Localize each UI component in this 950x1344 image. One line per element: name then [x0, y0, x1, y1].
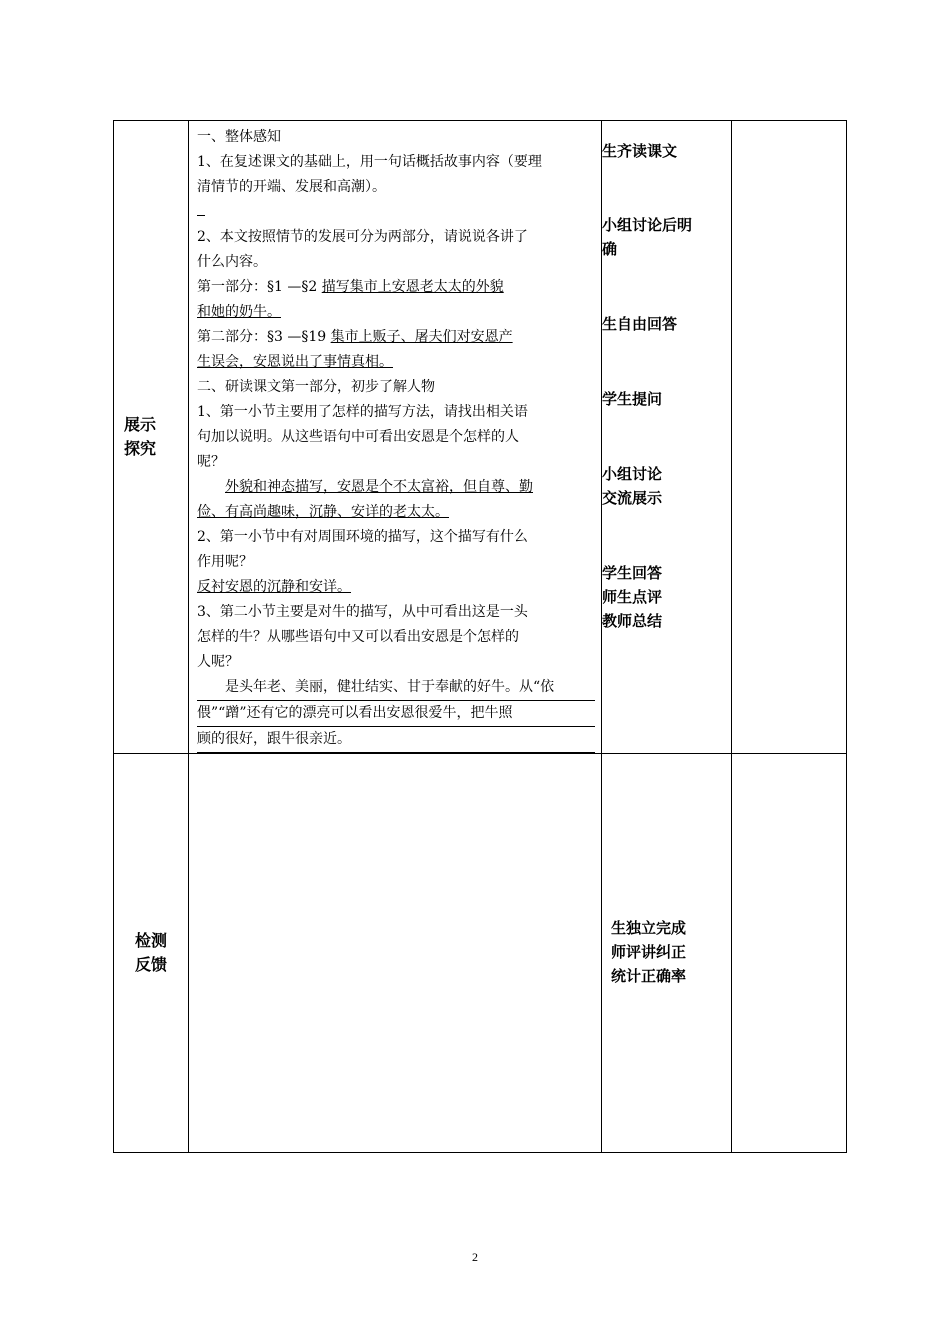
part-2-answer: 集市上贩子、屠夫们对安恩产: [330, 329, 513, 345]
part-1-line: [197, 275, 595, 300]
question-2: 2、本文按照情节的发展可分为两部分，请说说各讲了: [197, 229, 528, 245]
activity-answer-summary: [602, 561, 662, 633]
study-answer-3: 是头年老、美丽，健壮结实、甘于奉献的好牛。从“依: [197, 675, 595, 701]
activity-line: 师生点评: [602, 588, 663, 606]
activity-cell-test-feedback: [602, 754, 732, 1153]
study-answer-2: 反衬安恩的沉静和安详。: [197, 579, 351, 595]
answer-blank: [197, 200, 595, 225]
study-question-1: 呢？: [197, 454, 225, 470]
activity-line: 小组讨论: [602, 465, 663, 483]
study-question-2: 作用呢？: [197, 554, 253, 570]
activity-read: 生齐读课文: [602, 142, 678, 160]
activity-group-show: [602, 462, 662, 510]
study-question-2: 2、第一小节中有对周围环境的描写，这个描写有什么: [197, 529, 528, 545]
content-cell-test-feedback: [189, 754, 602, 1153]
heading-overall: 一、整体感知: [197, 129, 281, 145]
notes-cell-display-explore: [732, 121, 847, 754]
study-question-3: 人呢？: [197, 654, 239, 670]
page-number: 2: [472, 1250, 478, 1264]
section-label-display-explore: [114, 121, 189, 754]
question-1: 清情节的开端、发展和高潮）。: [197, 179, 386, 195]
lesson-plan-table: [113, 120, 847, 1153]
study-question-3: 怎样的牛？从哪些语句中又可以看出安恩是个怎样的: [197, 629, 519, 645]
section-label-line: 反馈: [134, 955, 167, 974]
section-label-test-feedback: [114, 754, 189, 1153]
activity-group-discuss: [602, 213, 692, 261]
question-1: 1、在复述课文的基础上，用一句话概括故事内容（要理: [197, 154, 542, 170]
activity-line: 教师总结: [602, 612, 663, 630]
activity-line: 师评讲纠正: [611, 943, 687, 961]
study-answer-1: 俭、有高尚趣味，沉静、安详的老太太。: [197, 504, 449, 520]
study-answer-3: 偎”“蹭”还有它的漂亮可以看出安恩很爱牛，把牛照: [197, 701, 595, 727]
activity-cell-display-explore: [602, 121, 732, 754]
activity-line: 确: [602, 240, 618, 258]
study-question-3: 3、第二小节主要是对牛的描写，从中可看出这是一头: [197, 604, 528, 620]
study-question-1: 1、第一小节主要用了怎样的描写方法，请找出相关语: [197, 404, 528, 420]
part-1-answer: 和她的奶牛。: [197, 304, 281, 320]
question-2: 什么内容。: [197, 254, 267, 270]
blank-line: [197, 201, 205, 216]
part-2-line: [197, 350, 595, 375]
notes-cell-test-feedback: [732, 754, 847, 1153]
study-question-1: 句加以说明。从这些语句中可看出安恩是个怎样的人: [197, 429, 519, 445]
study-answer-3: 顾的很好，跟牛很亲近。: [197, 727, 595, 753]
section-label-line: 检测: [134, 931, 167, 950]
activity-line: 学生回答: [602, 564, 663, 582]
section-label-line: 展示: [124, 415, 157, 434]
part-1-line: [197, 300, 595, 325]
study-answer-1: 外貌和神态描写，安恩是个不太富裕，但自尊、勤: [225, 479, 533, 495]
part-2-prefix: 第二部分：§3 —§19: [197, 329, 331, 345]
heading-study: 二、研读课文第一部分，初步了解人物: [197, 379, 435, 395]
table-row-test-feedback: [114, 754, 847, 1153]
part-2-line: [197, 325, 595, 350]
section-label-line: 探究: [124, 439, 157, 458]
activity-free-answer: 生自由回答: [602, 315, 678, 333]
part-1-prefix: 第一部分：§1 —§2: [197, 279, 322, 295]
activity-line: 统计正确率: [611, 967, 687, 985]
activity-student-question: 学生提问: [602, 390, 663, 408]
activity-line: 生独立完成: [611, 919, 687, 937]
activity-line: 小组讨论后明: [602, 216, 693, 234]
part-2-answer: 生误会，安恩说出了事情真相。: [197, 354, 393, 370]
table-row-display-explore: [114, 121, 847, 754]
content-cell-display-explore: [189, 121, 602, 754]
part-1-answer: 描写集市上安恩老太太的外貌: [321, 279, 504, 295]
activity-line: 交流展示: [602, 489, 663, 507]
